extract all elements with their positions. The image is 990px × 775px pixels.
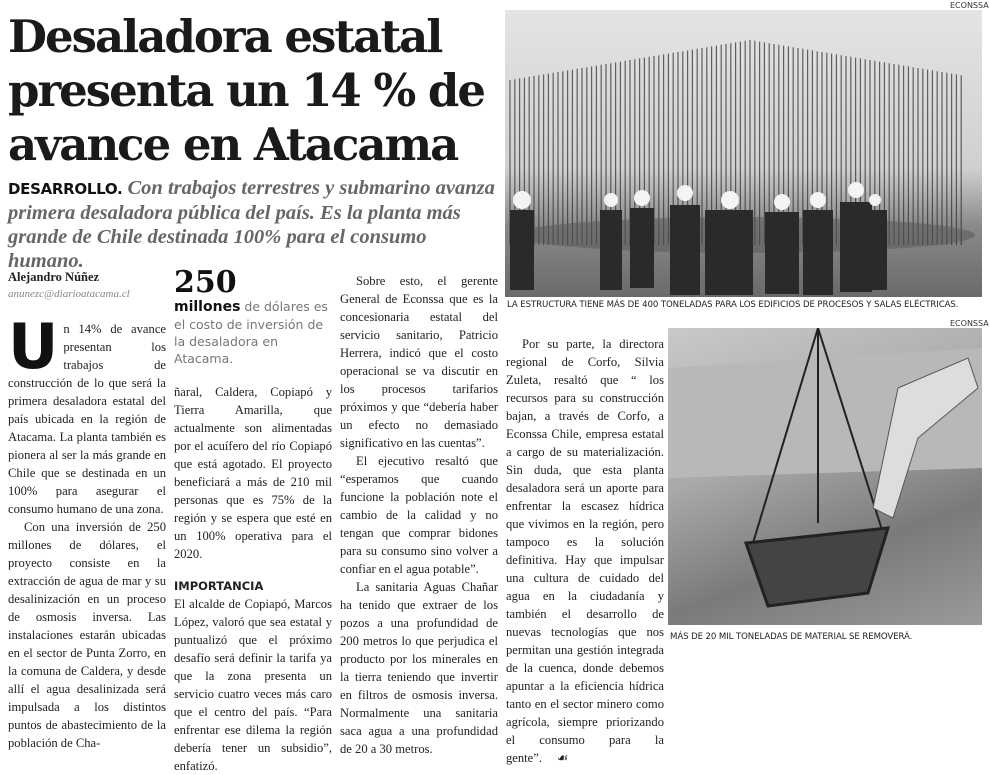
paragraph: El ejecutivo resaltó que “esperamos que cuando funcione la población note el cambio de la calidad y no tengan que comprar bidones para su consumo sino volver a confiar en el agua potable”. <box>340 454 498 576</box>
paragraph: Sobre esto, el gerente General de Econssa que es la concesionaria estatal del servicio sanitario, Patricio Herrera, indicó que el costo operacional se va discutir en los procesos tarifarios próximos y que “debería haber un efecto no demasiado significativo en las cuentas”. <box>340 274 498 450</box>
rebar-structure-image <box>505 10 982 297</box>
paragraph: n 14% de avance presentan los trabajos de construcción de lo que será la primera desaladora estatal del país ubicada en la región de Atacama. La planta también es pionera al ser la más grande en Chile que se destinada en un 100% para asegurar el consumo humano de una zona. <box>8 322 166 516</box>
factoid <box>174 265 332 367</box>
column-4 <box>506 335 664 767</box>
paragraph: El alcalde de Copiapó, Marcos López, valoró que sea estatal y puntualizó que el próximo desafío será definir la tarifa ya que la zona presenta un servicio cuatro veces más caro que el centro del país. “Para enfrentar ese dilema la región debería tener un subsidio”, enfatizó. <box>174 597 332 773</box>
byline-author: Alejandro Núñez <box>8 270 100 284</box>
drop-cap: U <box>8 310 59 383</box>
factoid-number: 250 <box>174 265 237 300</box>
factoid-bold: millones <box>174 299 241 315</box>
excavation-bucket-image <box>668 328 982 625</box>
photo-structure <box>505 10 982 297</box>
photo-excavation <box>668 328 982 625</box>
headline: Desaladora estatal presenta un 14 % de avance en Atacama <box>8 10 485 171</box>
subheading: IMPORTANCIA <box>174 579 264 593</box>
paragraph: Con una inversión de 250 millones de dólares, el proyecto consiste en la extracción de agua de mar y su desalinización en un proceso de osmosis inversa. Las instalaciones estarán ubicadas en el sector de Punta Zorro, en la comuna de Caldera, y desde allí el agua desalinizada será impulsada a los distintos puntos de abastecimiento de la población de Cha- <box>8 520 166 750</box>
column-1 <box>8 310 166 752</box>
paragraph: ñaral, Caldera, Copiapó y Tierra Amarilla, que actualmente son alimentadas por el acuífero del río Copiapó que está agotado. El proyecto beneficiará a más de 210 mil personas que es 75% de la región y se espera que esté en un 100% operativa para el 2020. <box>174 385 332 561</box>
photo-credit: ECONSSA <box>950 319 989 328</box>
photo-caption: MÁS DE 20 MIL TONELADAS DE MATERIAL SE REMOVERÁ. <box>670 632 913 642</box>
photo-credit: ECONSSA <box>950 1 989 10</box>
paragraph: Por su parte, la directora regional de Corfo, Silvia Zuleta, resaltó que “ los recursos para su construcción bajan, a través de Corfo, a Econssa Chile, empresa estatal a cargo de su materialización. Sin duda, que esta planta desaladora será un aporte para enfrentar la escasez hídrica que vivimos en la región, pero tampoco es la solución definitiva. Hay que impulsar una cultura de cuidado del agua en la ciudadanía y también el desarrollo de nuevas tecnologías que nos permitan una gestión integrada de la cuenca, donde debemos apuntar a la eficiencia hídrica tanto en el sector minero como agrícola, siempre priorizando el consumo para la gente”. <box>506 337 664 765</box>
end-mark-icon: ☙ <box>556 751 568 765</box>
deck-kicker: DESARROLLO. <box>8 180 123 198</box>
byline-email[interactable]: anunezc@diarioatacama.cl <box>8 288 130 300</box>
photo-caption: LA ESTRUCTURA TIENE MÁS DE 400 TONELADAS PARA LOS EDIFICIOS DE PROCESOS Y SALAS ELÉCTRICAS. <box>507 300 959 310</box>
column-2 <box>174 265 332 775</box>
paragraph: La sanitaria Aguas Chañar ha tenido que extraer de los pozos a una profundidad de 200 metros lo que perjudica el producto por los minerales en la tierra teniendo que invertir en filtros de osmosis inversa. Normalmente una sanitaria saca agua a una profundidad de 20 a 30 metros. <box>340 580 498 756</box>
deck <box>8 176 503 273</box>
factoid-text: de dólares es el costo de inversión de la desaladora en Atacama. <box>174 299 328 366</box>
column-3 <box>340 272 498 758</box>
deck-text: Con trabajos terrestres y submarino avanza primera desaladora pública del país. Es la planta más grande de Chile destinada 100% para el consumo humano. <box>8 177 495 272</box>
